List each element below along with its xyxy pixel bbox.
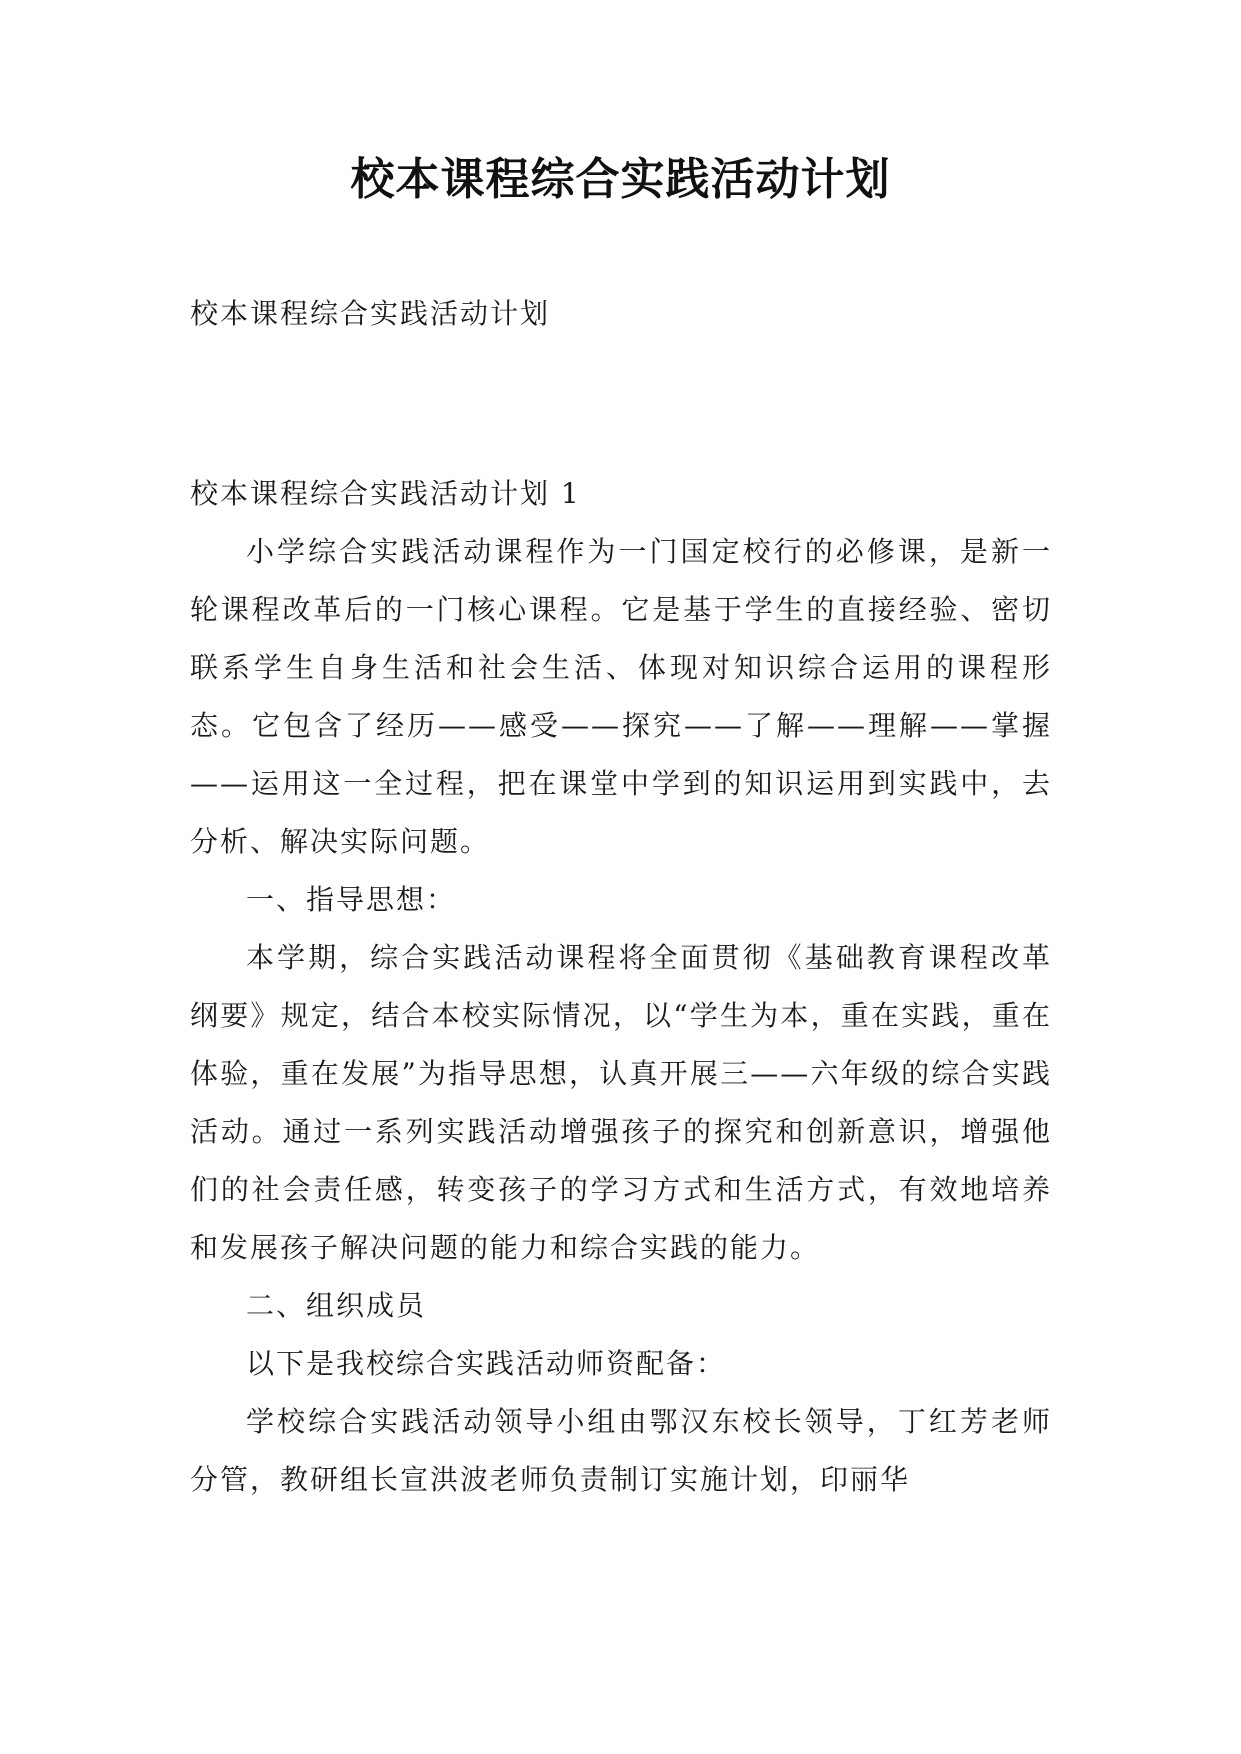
paragraph-leadership: 学校综合实践活动领导小组由鄂汉东校长领导，丁红芳老师分管，教研组长宣洪波老师负责制订实施计划，印丽华 [190, 1405, 1052, 1496]
document-subtitle: 校本课程综合实践活动计划 [190, 297, 551, 330]
section-heading: 校本课程综合实践活动计划 1 [190, 477, 581, 510]
heading-organization: 二、组织成员 [246, 1289, 427, 1322]
document-title: 校本课程综合实践活动计划 [350, 154, 891, 205]
paragraph-intro: 小学综合实践活动课程作为一门国定校行的必修课，是新一轮课程改革后的一门核心课程。它是基于学生的直接经验、密切联系学生自身生活和社会生活、体现对知识综合运用的课程形态。它包含了经历——感受——探究——了解——理解——掌握——运用这一全过程，把在课堂中学到的知识运用到实践中，去分析、解决实际问题。 [190, 535, 1052, 858]
document-body [190, 465, 1052, 1509]
paragraph-guiding-thought: 本学期，综合实践活动课程将全面贯彻《基础教育课程改革纲要》规定，结合本校实际情况，以“学生为本，重在实践，重在体验，重在发展”为指导思想，认真开展三——六年级的综合实践活动。通过一系列实践活动增强孩子的探究和创新意识，增强他们的社会责任感，转变孩子的学习方式和生活方式，有效地培养和发展孩子解决问题的能力和综合实践的能力。 [190, 941, 1052, 1264]
heading-guiding-thought: 一、指导思想： [246, 883, 457, 916]
paragraph-staff-intro: 以下是我校综合实践活动师资配备： [246, 1347, 727, 1380]
